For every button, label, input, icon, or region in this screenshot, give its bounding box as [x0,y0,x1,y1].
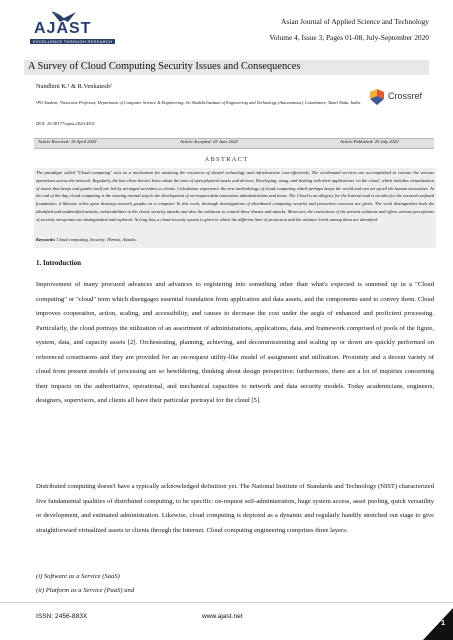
date-published: Article Published: 20 July 2020 [340,139,399,144]
list-item-paas: (ii) Platform as a Service (PaaS) and [36,587,135,594]
doi-link[interactable]: DOI: 10.38177/ajast.2020.4301 [36,121,95,126]
page-number: 1 [441,620,445,627]
abstract-heading: ABSTRACT [204,156,249,163]
authors: Nandhini K.¹ & R.Venkatesh² [36,83,112,90]
crossref-badge[interactable] [368,88,432,106]
footer-divider [0,602,453,603]
section-heading: 1. Introduction [36,259,81,267]
paragraph-2: Distributed computing doesn't have a typically acknowledged definition yet. The National Institute of Standards and Technology (NIST) characterized five fundamental qualities of distributed computing, to be specific: on-request self-administration, huge system access, asset pooling, quick versatility or development, and estimated administration. Likewise, cloud computing is depicted as a dynamic and regularly handily stretched out stage to give straightforward virtualized assets to clients through the Internet. Cloud computing engineering comprises three layers: [36,483,434,534]
paragraph-1: Improvement of many procured advances and advances to registering into something other than what's expected is summed up in a "Cloud computing" or "cloud" term which disengages essential foundation from application and data assets, and the components used to convey them. Cloud improves cooperation, action, scaling, and accessibility, and causes to decrease the cost under the aegis of enhanced and proficient processing. Particularly, the cloud portrays the utilization of an assortment of administrations, applications, data, and framework comprised of pools of the figure, system, data, and capacity assets [2]. Orchestrating, planning, achieving, and decommissioning and scaling up or down are quickly performed on referenced constituents and they are provided for an on-request utility-like model of assignment and utilization. Proximity and a decent variety of cloud from present models of processing are so bewildering, thinking about design perspective; furthermore, there are a lot of inquiries concerning their impacts on the authoritative, operational, and mechanical capacities to network and data security models. Today academicians, engineers, designers, supervisors, and clients all have their particular portrayal for the cloud [5]. [36,281,434,404]
journal-info [269,14,429,46]
journal-name: Asian Journal of Applied Science and Technology [281,17,429,26]
crossref-icon [368,88,386,106]
keywords-list: Cloud computing, Security, Threats, Attacks. [55,237,137,242]
journal-volume: Volume 4, Issue 3, Pages 01-08, July-September 2020 [269,33,429,42]
date-accepted: Article Accepted: 05 June 2020 [180,139,238,144]
page-corner [423,608,453,640]
issn: ISSN: 2456-883X [36,613,88,620]
keywords [36,237,434,242]
article-title: A Survey of Cloud Computing Security Issues and Consequences [28,61,301,72]
abstract-text: The paradigm called "Cloud computing" acts as a mechanism for attaining the resources of shared technology and infrastructure cost-effectively. The on-demand services are accomplished to execute the various operations across the network. Regularly, the last client doesn't know about the area of open physical assets and devices. Developing, using, and dealing with their applications 'on the cloud', which includes virtualization of assets that keeps and guides itself are led by arranged activities to clients. Calculation experience the new methodology of cloud computing which perhaps keeps the world and can set up all the human necessities. At the end of the day, cloud computing is the ensuing normal step in the development of on-request data innovation administrations and items. The Cloud is an allegory for the Internet and is an idea for the secured confused foundation; it likewise relies upon drawing network graphs on a computer. In this work, thorough investigations of distributed computing security and protection concerns are given. The work distinguishes both the identified and unidentified attacks, vulnerabilities in the cloud, security attacks and also the solutions to control these threats and attacks. Moreover, the restrictions of the present solutions and offers various perceptions of security viewpoints are distinguished and explored. At long last, a cloud security system is given in which the different lines of protection and the reliance levels among them are identified. [36,170,434,222]
date-received: Article Received: 16 April 2020 [38,139,97,144]
website-link[interactable]: www.ajast.net [202,613,243,620]
logo-subtext: EXCELLENCE THROUGH RESEARCH [30,39,115,44]
affiliation: ¹PG Student, ²Associate Professor, Department of Computer Science & Engineering, Sri Shakthi Institute of Engineering and Technology (Autonomous), Coimbatore, Tamil Nadu, India. [36,100,361,105]
crossref-label: Crossref [388,91,423,101]
logo-text: AJAST [34,20,92,37]
keywords-label: Keywords: [36,237,56,242]
list-item-saas: (i) Software as a Service (SaaS) [36,573,120,580]
